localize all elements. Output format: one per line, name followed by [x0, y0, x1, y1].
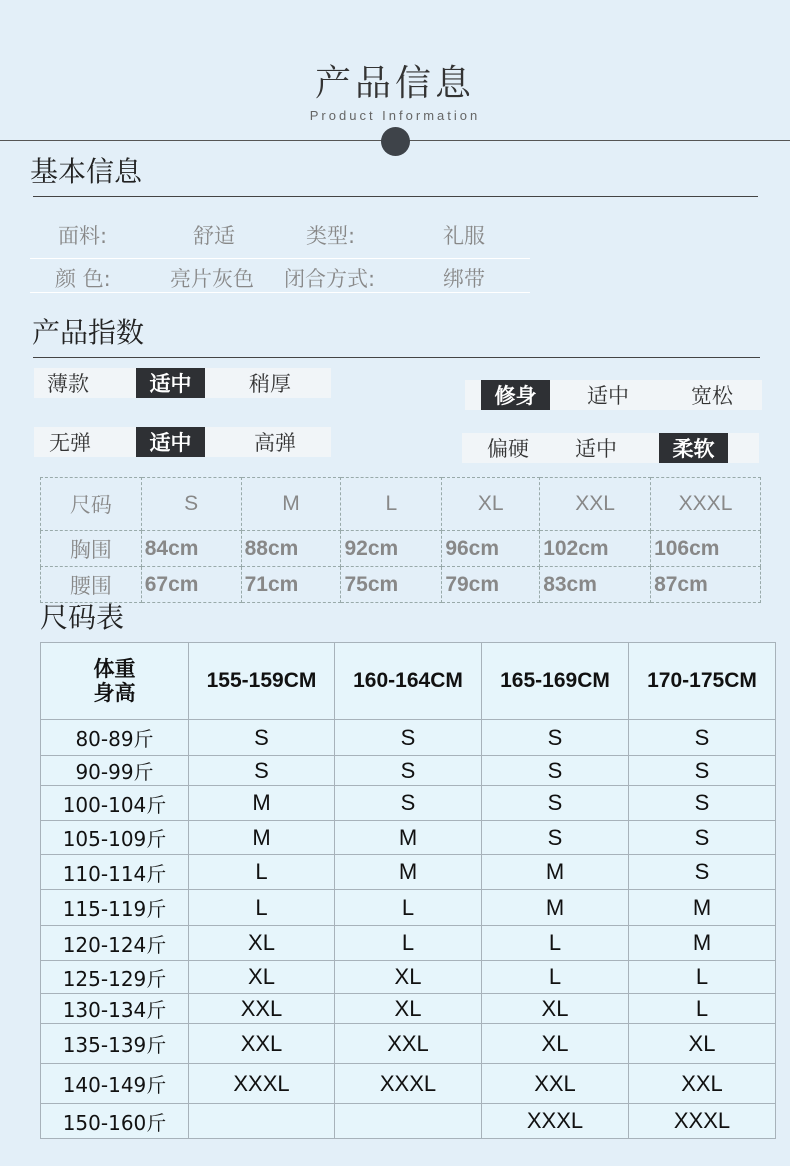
- table-cell: S: [335, 720, 482, 756]
- table-cell: 84cm: [141, 531, 241, 567]
- softness-scale: [462, 433, 759, 463]
- table-cell: L: [629, 961, 776, 994]
- table-cell: S: [482, 756, 629, 786]
- table-cell: L: [189, 890, 335, 926]
- table-cell: M: [482, 890, 629, 926]
- table-cell: XL: [335, 961, 482, 994]
- table-cell: 96cm: [442, 531, 540, 567]
- table-cell: 102cm: [540, 531, 651, 567]
- table-cell: S: [629, 756, 776, 786]
- waist-label: 腰围: [41, 567, 142, 603]
- table-cell: L: [482, 926, 629, 961]
- height-label: 身高: [93, 681, 136, 705]
- table-cell: 92cm: [341, 531, 442, 567]
- table-cell: XL: [482, 994, 629, 1024]
- table-cell: XXXL: [335, 1064, 482, 1104]
- weight-range: 120-124斤: [41, 926, 189, 961]
- table-cell: S: [482, 786, 629, 821]
- divider-dot: [381, 127, 410, 156]
- product-index-heading: 产品指数: [32, 316, 145, 349]
- fit-regular: 适中: [587, 384, 629, 408]
- table-cell: 83cm: [540, 567, 651, 603]
- softness-soft-selected: 柔软: [659, 433, 728, 463]
- table-row: [41, 821, 776, 855]
- table-cell: L: [482, 961, 629, 994]
- table-cell: XXXL: [629, 1104, 776, 1139]
- weight-range: 90-99斤: [41, 756, 189, 786]
- size-chart-heading: 尺码表: [40, 601, 125, 634]
- weight-range: 110-114斤: [41, 855, 189, 890]
- table-cell: L: [335, 890, 482, 926]
- stretch-high: 高弹: [254, 431, 296, 455]
- table-cell: 75cm: [341, 567, 442, 603]
- size-xxxl-header: XXXL: [651, 478, 761, 531]
- weight-range: 80-89斤: [41, 720, 189, 756]
- type-label: 类型:: [306, 224, 356, 248]
- table-cell: XXL: [335, 1024, 482, 1064]
- table-row: [41, 1064, 776, 1104]
- table-cell: 88cm: [241, 531, 341, 567]
- table-cell: L: [629, 994, 776, 1024]
- height-column-header: 165-169CM: [482, 643, 629, 720]
- weight-range: 100-104斤: [41, 786, 189, 821]
- info-row-divider: [30, 258, 530, 259]
- table-row: [41, 1024, 776, 1064]
- table-cell: M: [189, 821, 335, 855]
- table-row: [41, 890, 776, 926]
- size-header: 尺码: [41, 478, 142, 531]
- basic-info-rule: [33, 196, 758, 197]
- table-cell: XL: [335, 994, 482, 1024]
- table-cell: M: [335, 855, 482, 890]
- table-cell: L: [335, 926, 482, 961]
- fabric-label: 面料:: [58, 224, 108, 248]
- thickness-scale: [34, 368, 331, 398]
- table-cell: XXXL: [482, 1104, 629, 1139]
- fit-loose: 宽松: [691, 384, 733, 408]
- bust-row: [41, 531, 761, 567]
- height-column-header: 170-175CM: [629, 643, 776, 720]
- table-cell: S: [629, 821, 776, 855]
- bust-label: 胸围: [41, 531, 142, 567]
- table-row: [41, 786, 776, 821]
- color-value: 亮片灰色: [170, 267, 254, 291]
- weight-label: 体重: [93, 657, 136, 681]
- table-row: [41, 720, 776, 756]
- table-row: [41, 994, 776, 1024]
- waist-row: [41, 567, 761, 603]
- table-cell: M: [335, 821, 482, 855]
- table-cell: S: [629, 786, 776, 821]
- weight-range: 105-109斤: [41, 821, 189, 855]
- fit-scale: [465, 380, 762, 410]
- weight-range: 125-129斤: [41, 961, 189, 994]
- table-cell: M: [189, 786, 335, 821]
- table-row: [41, 756, 776, 786]
- table-cell: XXL: [189, 994, 335, 1024]
- color-label: 颜 色:: [55, 267, 111, 291]
- measurement-table: [40, 477, 761, 603]
- thickness-medium-selected: 适中: [136, 368, 205, 398]
- stretch-medium-selected: 适中: [136, 427, 205, 457]
- size-l-header: L: [341, 478, 442, 531]
- table-cell: XXXL: [189, 1064, 335, 1104]
- table-cell: M: [629, 926, 776, 961]
- thickness-thick: 稍厚: [249, 372, 291, 396]
- table-cell: XXL: [189, 1024, 335, 1064]
- table-cell: S: [482, 821, 629, 855]
- table-cell: S: [629, 720, 776, 756]
- table-cell: XL: [482, 1024, 629, 1064]
- table-cell: S: [629, 855, 776, 890]
- weight-range: 115-119斤: [41, 890, 189, 926]
- weight-range: 150-160斤: [41, 1104, 189, 1139]
- fabric-value: 舒适: [193, 224, 235, 248]
- softness-medium: 适中: [575, 437, 617, 461]
- table-cell: S: [189, 756, 335, 786]
- table-cell: M: [629, 890, 776, 926]
- size-xl-header: XL: [442, 478, 540, 531]
- size-m-header: M: [241, 478, 341, 531]
- measurement-header-row: [41, 478, 761, 531]
- table-cell: XL: [189, 926, 335, 961]
- table-cell: M: [482, 855, 629, 890]
- table-row: [41, 961, 776, 994]
- size-chart-header-row: [41, 643, 776, 720]
- weight-range: 140-149斤: [41, 1064, 189, 1104]
- height-column-header: 160-164CM: [335, 643, 482, 720]
- softness-hard: 偏硬: [487, 437, 529, 461]
- weight-range: 130-134斤: [41, 994, 189, 1024]
- page-title: 产品信息: [314, 63, 475, 104]
- table-cell: XL: [629, 1024, 776, 1064]
- closure-label: 闭合方式:: [284, 267, 376, 291]
- table-cell: XXL: [629, 1064, 776, 1104]
- table-cell: XL: [189, 961, 335, 994]
- table-row: [41, 926, 776, 961]
- closure-value: 绑带: [443, 267, 485, 291]
- fit-slim-selected: 修身: [481, 380, 550, 410]
- table-cell: [189, 1104, 335, 1139]
- page-subtitle: Product Information: [309, 108, 481, 123]
- stretch-scale: [34, 427, 331, 457]
- table-cell: 71cm: [241, 567, 341, 603]
- table-cell: [335, 1104, 482, 1139]
- weight-range: 135-139斤: [41, 1024, 189, 1064]
- info-row-divider: [30, 292, 530, 293]
- type-value: 礼服: [443, 224, 485, 248]
- table-cell: S: [189, 720, 335, 756]
- table-cell: L: [189, 855, 335, 890]
- table-cell: 67cm: [141, 567, 241, 603]
- table-cell: 79cm: [442, 567, 540, 603]
- size-xxl-header: XXL: [540, 478, 651, 531]
- table-cell: 87cm: [651, 567, 761, 603]
- table-cell: S: [335, 786, 482, 821]
- table-row: [41, 855, 776, 890]
- table-row: [41, 1104, 776, 1139]
- corner-cell: [41, 643, 189, 720]
- table-cell: S: [335, 756, 482, 786]
- stretch-none: 无弹: [49, 431, 91, 455]
- size-chart-table: [40, 642, 776, 1139]
- size-s-header: S: [141, 478, 241, 531]
- table-cell: 106cm: [651, 531, 761, 567]
- product-index-rule: [33, 357, 760, 358]
- height-column-header: 155-159CM: [189, 643, 335, 720]
- basic-info-heading: 基本信息: [30, 155, 143, 188]
- table-cell: S: [482, 720, 629, 756]
- table-cell: XXL: [482, 1064, 629, 1104]
- thickness-thin: 薄款: [47, 372, 89, 396]
